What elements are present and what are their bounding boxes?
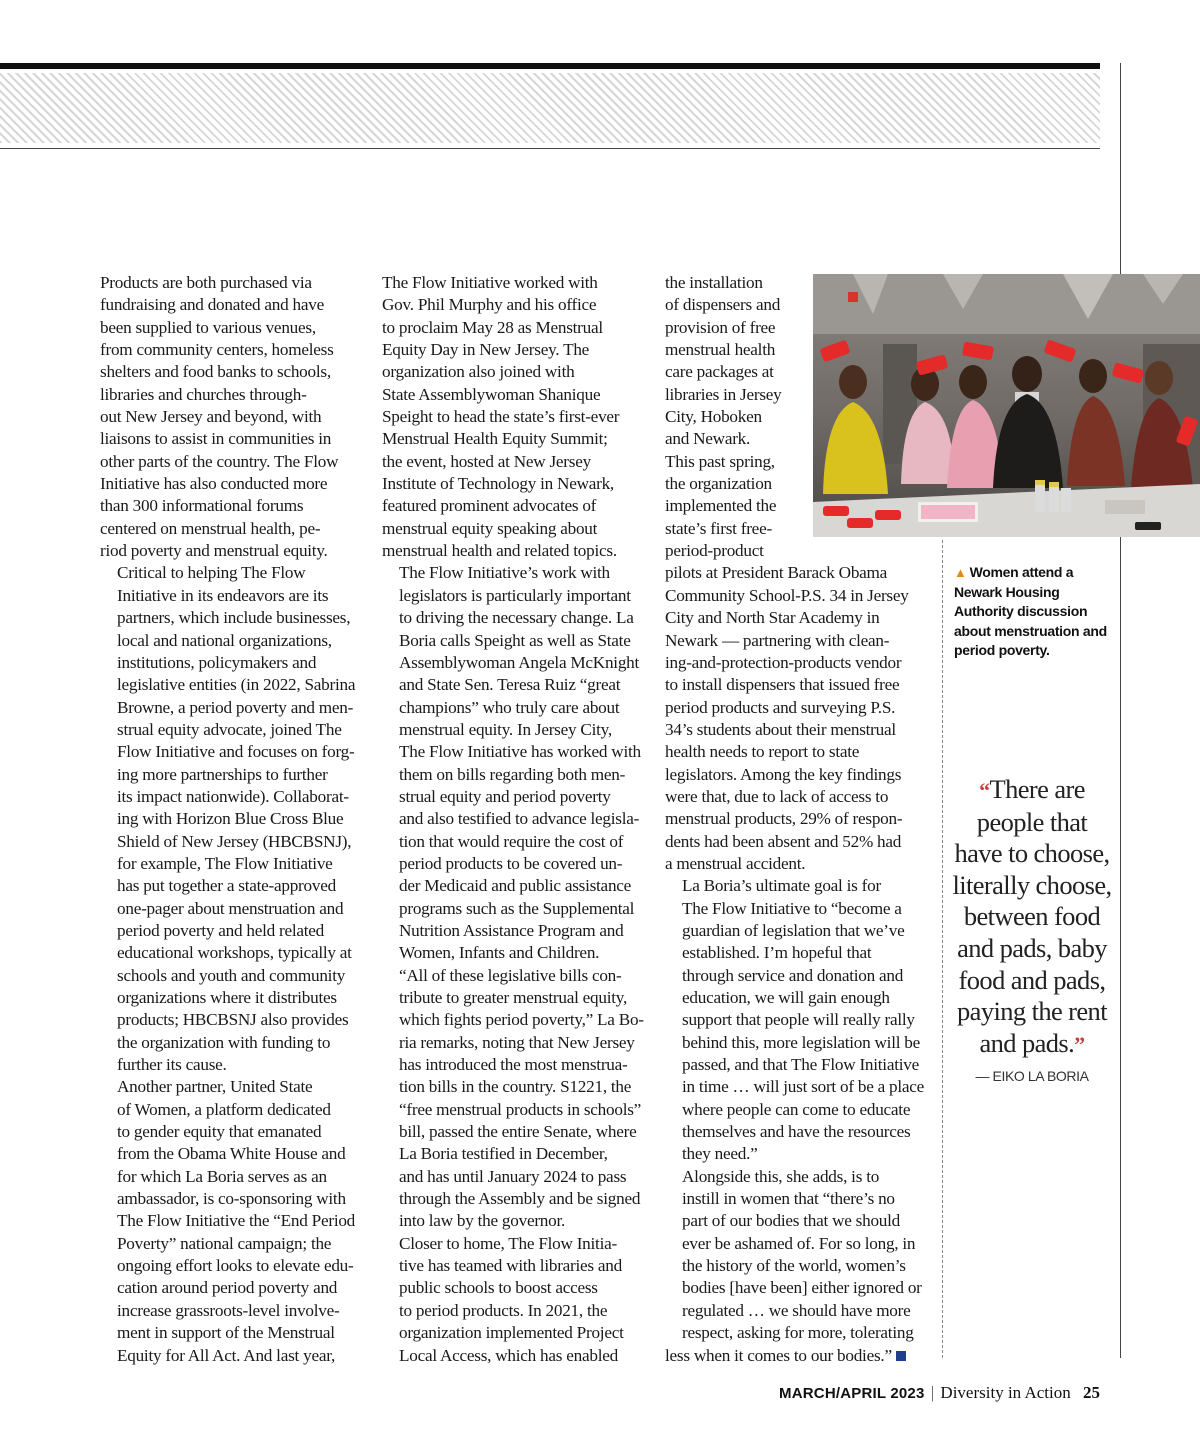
pull-quote-text: have to choose, (954, 838, 1110, 869)
text-line: in time … will just sort of be a place (682, 1077, 925, 1097)
text-line: implemented the (665, 496, 777, 516)
pull-quote-line (946, 774, 1118, 807)
text-line: through the Assembly and be signed (399, 1189, 641, 1209)
text-line: shelters and food banks to schools, (100, 362, 331, 382)
text-line: period-product (665, 541, 764, 561)
text-line: champions” who truly care about (399, 697, 620, 717)
text-line: local and national organizations, (117, 630, 332, 650)
header-divider (0, 148, 1100, 149)
text-line: The Flow Initiative’s work with (399, 563, 610, 583)
text-line: period products and surveying P.S. (665, 697, 896, 717)
text-line: menstrual products, 29% of respon- (665, 809, 903, 829)
text-line: legislators is particularly important (399, 585, 631, 605)
text-line: Women, Infants and Children. (399, 943, 600, 963)
text-line: education, we will gain enough (682, 988, 890, 1007)
text-line: products; HBCBSNJ also provides (117, 1010, 349, 1030)
text-line: Speight to head the state’s first-ever (382, 407, 620, 427)
text-line: less when it comes to our bodies.” (665, 1345, 892, 1365)
text-line: Initiative in its endeavors are its (117, 585, 329, 605)
pull-quote-text: people that (976, 806, 1088, 837)
text-line: than 300 informational forums (100, 496, 304, 516)
issue-date: MARCH/APRIL 2023 (779, 1385, 925, 1402)
magazine-title: Diversity in Action (940, 1383, 1071, 1402)
text-line: strual equity and period poverty (399, 786, 611, 806)
text-line: ment in support of the Menstrual (117, 1323, 335, 1343)
text-line: City and North Star Academy in (665, 608, 880, 628)
text-line: State Assemblywoman Shanique (382, 384, 601, 404)
text-line: instill in women that “there’s no (682, 1189, 895, 1209)
text-line: increase grassroots-level involve- (117, 1300, 340, 1320)
text-line: for which La Boria serves as an (117, 1166, 327, 1186)
article-column-2 (382, 272, 648, 1367)
text-line: other parts of the country. The Flow (100, 451, 339, 471)
text-line: and has until January 2024 to pass (399, 1166, 627, 1186)
text-line: Community School-P.S. 34 in Jersey (665, 585, 909, 605)
dotted-column-divider (942, 540, 943, 1358)
text-line: care packages at (665, 362, 774, 382)
page-number: 25 (1083, 1383, 1100, 1402)
page-footer (779, 1383, 1100, 1403)
text-line: Newark — partnering with clean- (665, 630, 890, 650)
text-line: La Boria’s ultimate goal is for (682, 876, 881, 896)
text-line: Critical to helping The Flow (117, 563, 306, 583)
pull-quote-text: literally choose, (952, 869, 1112, 900)
text-line: regulated … we should have more (682, 1300, 911, 1320)
text-line: Nutrition Assistance Program and (399, 920, 624, 940)
text-line: 34’s students about their menstrual (665, 719, 896, 739)
text-line: This past spring, (665, 451, 775, 471)
pull-quote-line (946, 838, 1118, 870)
text-line: libraries and churches through- (100, 384, 307, 404)
text-line: organization implemented Project (399, 1323, 624, 1343)
end-of-article-icon (896, 1351, 906, 1361)
text-line: through service and donation and (682, 965, 904, 985)
text-line: for example, The Flow Initiative (117, 853, 333, 873)
pull-quote-line (946, 933, 1118, 965)
article-paragraph (100, 562, 366, 1076)
text-line: The Flow Initiative has worked with (399, 742, 641, 762)
text-line: Flow Initiative and focuses on forg- (117, 742, 355, 762)
text-line: partners, which include businesses, (117, 608, 351, 628)
text-line: support that people will really rally (682, 1010, 915, 1030)
text-line: bodies [have been] either ignored or (682, 1278, 922, 1298)
text-line: state’s first free- (665, 518, 772, 538)
text-line: featured prominent advocates of (382, 496, 597, 516)
text-line: ing-and-protection-products vendor (665, 652, 902, 672)
text-line: provision of free (665, 317, 776, 337)
pull-quote-line (946, 901, 1118, 933)
footer-divider: | (930, 1383, 935, 1402)
text-line: “All of these legislative bills con- (399, 965, 622, 985)
caption-text: Women attend a Newark Housing Authority discussion about menstruation and period poverty. (954, 564, 1107, 658)
pull-quote-line (946, 996, 1118, 1028)
text-line: ing with Horizon Blue Cross Blue (117, 809, 344, 829)
text-line: Menstrual Health Equity Summit; (382, 429, 608, 449)
text-line: schools and youth and community (117, 965, 346, 985)
text-line: and Newark. (665, 429, 751, 449)
pull-quote-text: and pads, baby (957, 932, 1107, 963)
text-line: which fights period poverty,” La Bo- (399, 1010, 644, 1030)
article-paragraph (665, 875, 931, 1165)
pull-quote-text: paying the rent (957, 996, 1107, 1027)
text-line: one-pager about menstruation and (117, 898, 344, 918)
text-line: been supplied to various venues, (100, 317, 316, 337)
text-line: Institute of Technology in Newark, (382, 474, 614, 494)
text-line: cation around period poverty and (117, 1278, 338, 1298)
text-line: has introduced the most menstrua- (399, 1055, 628, 1075)
pull-quote-line (946, 965, 1118, 997)
text-line: them on bills regarding both men- (399, 764, 626, 784)
article-paragraph (100, 272, 366, 562)
text-line: ambassador, is co-sponsoring with (117, 1189, 346, 1209)
text-line: into law by the governor. (399, 1211, 566, 1231)
photo-caption (954, 563, 1114, 661)
article-paragraph (382, 562, 648, 964)
text-line: Local Access, which has enabled (399, 1345, 618, 1365)
pull-quote-text: and pads. (979, 1027, 1075, 1058)
text-line: to install dispensers that issued free (665, 675, 900, 695)
text-line: ever be ashamed of. For so long, in (682, 1233, 916, 1253)
text-line: educational workshops, typically at (117, 943, 352, 963)
text-line: the organization (665, 474, 772, 494)
text-line: period poverty and held related (117, 920, 325, 940)
text-line: to gender equity that emanated (117, 1122, 322, 1142)
pull-quote (946, 774, 1118, 1060)
text-line: legislators. Among the key findings (665, 764, 902, 784)
text-line: where people can come to educate (682, 1099, 911, 1119)
article-paragraph (382, 1233, 648, 1367)
pull-quote-text: food and pads, (958, 964, 1106, 995)
text-line: Alongside this, she adds, is to (682, 1166, 880, 1186)
text-line: menstrual health and related topics. (382, 541, 617, 561)
text-line: bill, passed the entire Senate, where (399, 1122, 637, 1142)
text-line: “free menstrual products in schools” (399, 1099, 642, 1119)
text-line: the installation (665, 273, 763, 292)
text-line: part of our bodies that we should (682, 1211, 901, 1231)
text-line: Boria calls Speight as well as State (399, 630, 631, 650)
text-line: a menstrual accident. (665, 853, 806, 873)
text-line: they need.” (682, 1144, 758, 1164)
text-line: established. I’m hopeful that (682, 943, 872, 963)
article-paragraph (665, 1166, 931, 1367)
text-line: menstrual health (665, 340, 776, 360)
article-paragraph (382, 272, 648, 562)
text-line: to period products. In 2021, the (399, 1300, 608, 1320)
text-line: dents had been absent and 52% had (665, 831, 902, 851)
text-line: The Flow Initiative worked with (382, 273, 598, 292)
text-line: Gov. Phil Murphy and his office (382, 295, 597, 315)
text-line: ing more partnerships to further (117, 764, 328, 784)
text-line: tribute to greater menstrual equity, (399, 988, 628, 1007)
text-line: liaisons to assist in communities in (100, 429, 332, 449)
text-line: the history of the world, women’s (682, 1256, 906, 1276)
pull-quote-text: There are (989, 774, 1085, 804)
top-rule (0, 63, 1100, 69)
text-line: La Boria testified in December, (399, 1144, 608, 1164)
text-line: of Women, a platform dedicated (117, 1099, 331, 1119)
text-line: fundraising and donated and have (100, 295, 324, 315)
text-line: behind this, more legislation will be (682, 1032, 921, 1052)
text-line: strual equity advocate, joined The (117, 719, 342, 739)
text-line: to proclaim May 28 as Menstrual (382, 317, 603, 337)
text-line: out New Jersey and beyond, with (100, 407, 322, 427)
text-line: period products to be covered un- (399, 853, 623, 873)
text-line: has put together a state-approved (117, 876, 336, 896)
text-line: riod poverty and menstrual equity. (100, 541, 328, 561)
pull-quote-line (946, 1028, 1118, 1061)
text-line: to driving the necessary change. La (399, 608, 634, 628)
text-line: Browne, a period poverty and men- (117, 697, 354, 717)
article-paragraph (382, 965, 648, 1233)
text-line: guardian of legislation that we’ve (682, 920, 905, 940)
text-line: organizations where it distributes (117, 988, 337, 1007)
text-line: tion that would require the cost of (399, 831, 624, 851)
text-line: institutions, policymakers and (117, 652, 317, 672)
open-quote-icon: “ (979, 778, 990, 803)
text-line: Assemblywoman Angela McKnight (399, 652, 640, 672)
text-line: the event, hosted at New Jersey (382, 451, 591, 471)
triangle-up-icon: ▲ (954, 565, 967, 580)
text-line: centered on menstrual health, pe- (100, 518, 321, 538)
text-line: Shield of New Jersey (HBCBSNJ), (117, 831, 352, 851)
text-line: health needs to report to state (665, 742, 860, 762)
text-line: themselves and have the resources (682, 1122, 911, 1142)
text-line: from the Obama White House and (117, 1144, 346, 1164)
text-line: Closer to home, The Flow Initia- (399, 1233, 617, 1253)
right-margin-rule (1120, 63, 1121, 1358)
pull-quote-line (946, 807, 1118, 839)
hatched-header-band (0, 73, 1100, 143)
text-line: Another partner, United State (117, 1077, 313, 1097)
text-line: menstrual equity speaking about (382, 518, 598, 538)
text-line: menstrual equity. In Jersey City, (399, 719, 612, 739)
text-line: programs such as the Supplemental (399, 898, 635, 918)
text-line: libraries in Jersey (665, 384, 782, 404)
article-paragraph (100, 1076, 366, 1366)
text-line: The Flow Initiative to “become a (682, 898, 902, 918)
text-line: pilots at President Barack Obama (665, 563, 888, 583)
text-line: der Medicaid and public assistance (399, 876, 632, 896)
text-line: tive has teamed with libraries and (399, 1256, 622, 1276)
event-photo (813, 274, 1200, 537)
text-line: respect, asking for more, tolerating (682, 1323, 914, 1343)
text-line: ongoing effort looks to elevate edu- (117, 1256, 354, 1276)
pull-quote-text: between food (963, 901, 1101, 932)
text-line: of dispensers and (665, 295, 781, 315)
text-line: Equity Day in New Jersey. The (382, 340, 590, 360)
text-line: The Flow Initiative the “End Period (117, 1211, 356, 1231)
text-line: public schools to boost access (399, 1278, 598, 1298)
pull-quote-attribution: — EIKO LA BORIA (975, 1068, 1089, 1084)
text-line: passed, and that The Flow Initiative (682, 1055, 919, 1075)
text-line: tion bills in the country. S1221, the (399, 1077, 632, 1097)
text-line: were that, due to lack of access to (665, 786, 889, 806)
pull-quote-line (946, 870, 1118, 902)
text-line: the organization with funding to (117, 1032, 331, 1052)
text-line: ria remarks, noting that New Jersey (399, 1032, 635, 1052)
text-line: Products are both purchased via (100, 273, 312, 292)
text-line: legislative entities (in 2022, Sabrina (117, 675, 356, 695)
text-line: from community centers, homeless (100, 340, 334, 360)
close-quote-icon: ” (1074, 1031, 1085, 1057)
text-line: Equity for All Act. And last year, (117, 1345, 336, 1365)
text-line: Initiative has also conducted more (100, 474, 328, 494)
text-line: further its cause. (117, 1055, 227, 1075)
text-line: and also testified to advance legisla- (399, 809, 640, 829)
text-line: organization also joined with (382, 362, 575, 382)
text-line: its impact nationwide). Collaborat- (117, 786, 349, 806)
text-line: City, Hoboken (665, 407, 762, 427)
text-line: and State Sen. Teresa Ruiz “great (399, 675, 621, 695)
article-column-1 (100, 272, 366, 1367)
text-line: Poverty” national campaign; the (117, 1233, 332, 1253)
